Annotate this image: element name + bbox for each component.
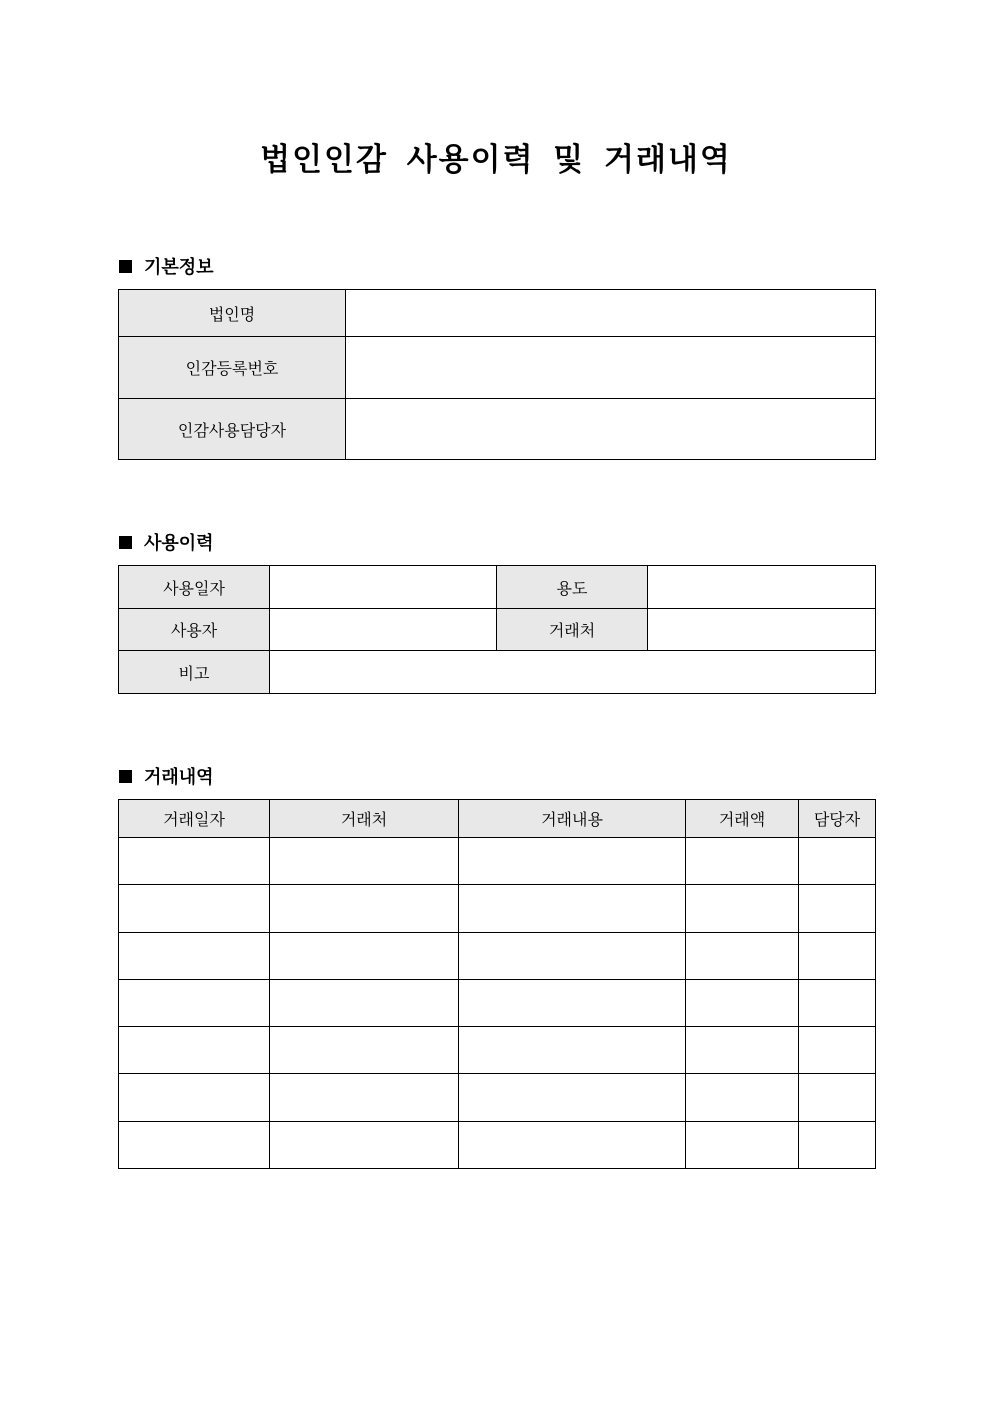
transactions-header-row bbox=[119, 800, 876, 838]
table-cell[interactable] bbox=[799, 885, 876, 933]
table-row bbox=[119, 980, 876, 1027]
usage-history-heading-text: 사용이력 bbox=[144, 533, 214, 554]
usage-row bbox=[119, 609, 876, 651]
table-cell[interactable] bbox=[270, 885, 459, 933]
column-header: 거래일자 bbox=[119, 800, 270, 838]
table-cell[interactable] bbox=[459, 885, 686, 933]
table-cell[interactable] bbox=[270, 838, 459, 885]
table-cell[interactable] bbox=[119, 980, 270, 1027]
table-cell[interactable] bbox=[686, 933, 799, 980]
seal-reg-number-label: 인감등록번호 bbox=[119, 337, 346, 399]
table-row bbox=[119, 1074, 876, 1122]
usage-row bbox=[119, 651, 876, 694]
seal-manager-field[interactable] bbox=[346, 399, 876, 460]
user-label: 사용자 bbox=[119, 609, 270, 651]
transactions-heading bbox=[119, 763, 214, 789]
table-cell[interactable] bbox=[459, 1027, 686, 1074]
usage-history-table bbox=[118, 565, 876, 694]
table-cell[interactable] bbox=[459, 1074, 686, 1122]
table-cell[interactable] bbox=[270, 933, 459, 980]
table-row bbox=[119, 1027, 876, 1074]
purpose-field[interactable] bbox=[648, 566, 876, 609]
table-cell[interactable] bbox=[270, 980, 459, 1027]
table-cell[interactable] bbox=[459, 838, 686, 885]
table-cell[interactable] bbox=[686, 838, 799, 885]
table-row bbox=[119, 1122, 876, 1169]
table-cell[interactable] bbox=[119, 933, 270, 980]
table-cell[interactable] bbox=[459, 1122, 686, 1169]
basic-info-row bbox=[119, 290, 876, 337]
table-cell[interactable] bbox=[799, 1122, 876, 1169]
page-title: 법인인감 사용이력 및 거래내역 bbox=[260, 142, 732, 178]
note-label: 비고 bbox=[119, 651, 270, 694]
corp-name-field[interactable] bbox=[346, 290, 876, 337]
user-field[interactable] bbox=[270, 609, 497, 651]
square-bullet-icon bbox=[119, 770, 132, 783]
table-cell[interactable] bbox=[270, 1122, 459, 1169]
table-cell[interactable] bbox=[119, 1027, 270, 1074]
table-row bbox=[119, 838, 876, 885]
partner-label: 거래처 bbox=[497, 609, 648, 651]
usage-row bbox=[119, 566, 876, 609]
usage-date-field[interactable] bbox=[270, 566, 497, 609]
table-cell[interactable] bbox=[270, 1027, 459, 1074]
table-cell[interactable] bbox=[686, 1074, 799, 1122]
basic-info-heading bbox=[119, 253, 214, 279]
square-bullet-icon bbox=[119, 536, 132, 549]
table-cell[interactable] bbox=[799, 1074, 876, 1122]
basic-info-heading-text: 기본정보 bbox=[144, 257, 214, 278]
table-cell[interactable] bbox=[270, 1074, 459, 1122]
table-cell[interactable] bbox=[799, 980, 876, 1027]
table-cell[interactable] bbox=[686, 1122, 799, 1169]
usage-date-label: 사용일자 bbox=[119, 566, 270, 609]
table-row bbox=[119, 933, 876, 980]
transactions-table bbox=[118, 799, 876, 1169]
table-cell[interactable] bbox=[799, 933, 876, 980]
table-cell[interactable] bbox=[799, 1027, 876, 1074]
table-cell[interactable] bbox=[686, 885, 799, 933]
basic-info-row bbox=[119, 399, 876, 460]
table-cell[interactable] bbox=[686, 980, 799, 1027]
square-bullet-icon bbox=[119, 260, 132, 273]
table-cell[interactable] bbox=[459, 933, 686, 980]
table-cell[interactable] bbox=[459, 980, 686, 1027]
basic-info-table bbox=[118, 289, 876, 460]
column-header: 거래액 bbox=[686, 800, 799, 838]
note-field[interactable] bbox=[270, 651, 876, 694]
partner-field[interactable] bbox=[648, 609, 876, 651]
table-cell[interactable] bbox=[119, 1122, 270, 1169]
table-cell[interactable] bbox=[119, 1074, 270, 1122]
table-cell[interactable] bbox=[119, 885, 270, 933]
table-row bbox=[119, 885, 876, 933]
column-header: 거래처 bbox=[270, 800, 459, 838]
table-cell[interactable] bbox=[119, 838, 270, 885]
usage-history-heading bbox=[119, 529, 214, 555]
corp-name-label: 법인명 bbox=[119, 290, 346, 337]
table-cell[interactable] bbox=[799, 838, 876, 885]
table-cell[interactable] bbox=[686, 1027, 799, 1074]
seal-reg-number-field[interactable] bbox=[346, 337, 876, 399]
basic-info-row bbox=[119, 337, 876, 399]
purpose-label: 용도 bbox=[497, 566, 648, 609]
column-header: 거래내용 bbox=[459, 800, 686, 838]
transactions-heading-text: 거래내역 bbox=[144, 767, 214, 788]
column-header: 담당자 bbox=[799, 800, 876, 838]
seal-manager-label: 인감사용담당자 bbox=[119, 399, 346, 460]
